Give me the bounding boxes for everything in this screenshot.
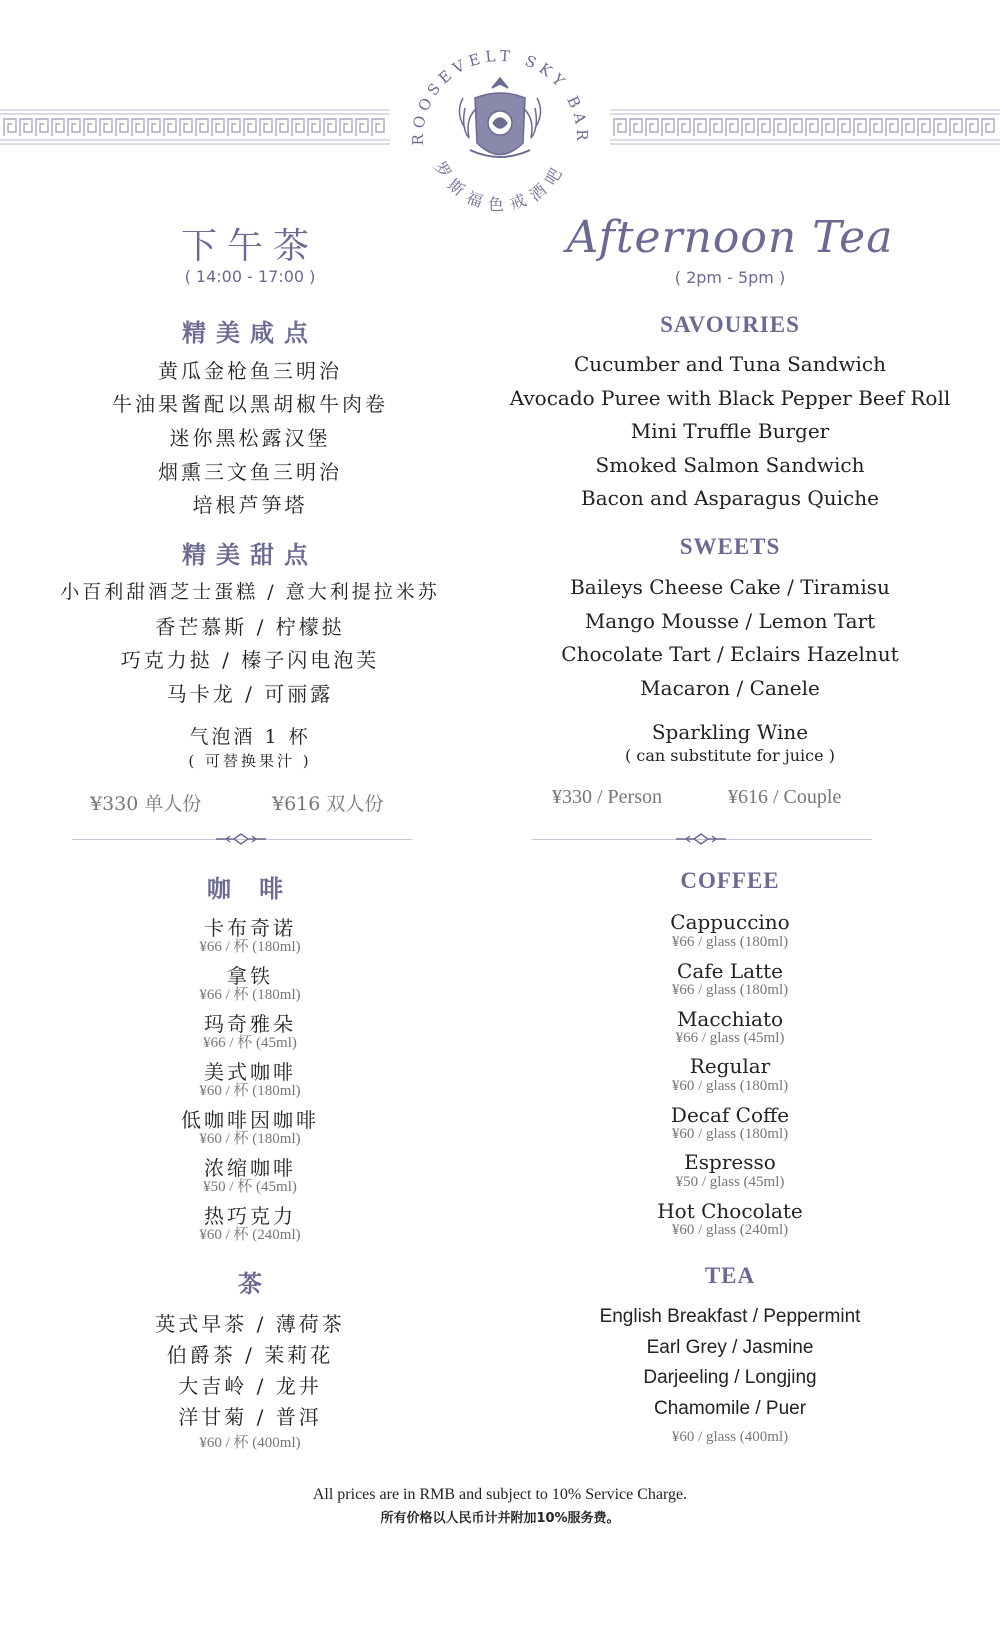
coffee-heading-zh: 咖 啡 (206, 874, 294, 903)
savoury-item-en: Mini Truffle Burger (630, 419, 830, 443)
afternoon-tea-title-zh: 下午茶 (180, 226, 319, 267)
tea-item-en: English Breakfast / Peppermint (599, 1306, 861, 1327)
coffee-price-zh: ¥60 / 杯 (240ml) (199, 1227, 301, 1243)
tea-item-en: Darjeeling / Longjing (643, 1367, 817, 1388)
coffee-price-en: ¥50 / glass (45ml) (675, 1174, 785, 1190)
savoury-item-zh: 迷你黑松露汉堡 (169, 426, 331, 450)
sweets-heading-en: SWEETS (679, 534, 781, 559)
tea-heading-zh: 茶 (238, 1269, 262, 1298)
sweet-item-zh: 香芒慕斯 / 柠檬挞 (155, 615, 345, 639)
coffee-price-en: ¥66 / glass (45ml) (675, 1030, 785, 1046)
savoury-item-zh: 黄瓜金枪鱼三明治 (158, 359, 342, 383)
coffee-item-zh: 浓缩咖啡 (204, 1156, 296, 1180)
savoury-item-zh: 培根芦笋塔 (192, 493, 308, 517)
savoury-item-zh: 牛油果酱配以黑胡椒牛肉卷 (112, 392, 388, 416)
tea-item-zh: 大吉岭 / 龙井 (178, 1374, 322, 1398)
sweet-item-zh: 小百利甜酒芝士蛋糕 / 意大利提拉米苏 (60, 581, 440, 603)
coffee-item-en: Hot Chocolate (657, 1199, 803, 1223)
savouries-heading-en: SAVOURIES (660, 312, 800, 337)
coffee-item-zh: 拿铁 (227, 964, 273, 988)
sweet-item-zh: 巧克力挞 / 榛子闪电泡芙 (120, 648, 380, 672)
afternoon-tea-hours-zh: ( 14:00 - 17:00 ) (184, 267, 316, 286)
coffee-price-zh: ¥66 / 杯 (180ml) (199, 987, 301, 1003)
coffee-price-zh: ¥60 / 杯 (180ml) (199, 1083, 301, 1099)
tea-item-en: Earl Grey / Jasmine (646, 1337, 814, 1358)
savouries-heading-zh: 精美咸点 (182, 318, 318, 347)
coffee-price-en: ¥60 / glass (180ml) (671, 1126, 789, 1142)
coffee-item-en: Espresso (684, 1150, 776, 1174)
sparkling-wine-en: Sparkling Wine (651, 720, 809, 744)
coffee-item-en: Regular (689, 1054, 771, 1078)
svg-text:ROOSEVELT SKY BAR: ROOSEVELT SKY BAR (408, 46, 592, 146)
tea-price-zh: ¥60 / 杯 (400ml) (199, 1435, 301, 1451)
sweet-item-en: Chocolate Tart / Eclairs Hazelnut (561, 642, 899, 666)
sweet-item-en: Mango Mousse / Lemon Tart (584, 609, 876, 633)
coffee-price-en: ¥60 / glass (180ml) (671, 1078, 789, 1094)
coffee-price-zh: ¥60 / 杯 (180ml) (199, 1131, 301, 1147)
tea-price-en: ¥60 / glass (400ml) (671, 1429, 789, 1445)
savoury-item-en: Smoked Salmon Sandwich (595, 453, 865, 477)
coffee-price-zh: ¥66 / 杯 (180ml) (199, 939, 301, 955)
savoury-item-en: Avocado Puree with Black Pepper Beef Roll (509, 386, 951, 410)
coffee-item-zh: 热巧克力 (204, 1204, 296, 1228)
coffee-item-en: Decaf Coffe (670, 1103, 790, 1127)
sweet-item-en: Macaron / Canele (640, 676, 820, 700)
sparkling-wine-note-en: ( can substitute for juice ) (625, 746, 835, 765)
price-couple-zh: ¥616 双人份 (272, 793, 384, 815)
tea-item-en: Chamomile / Puer (653, 1398, 807, 1419)
price-single-en: ¥330 / Person (552, 786, 662, 808)
coffee-item-zh: 卡布奇诺 (204, 916, 296, 940)
tea-heading-en: TEA (704, 1263, 756, 1288)
coffee-item-en: Cafe Latte (677, 959, 783, 983)
savoury-item-en: Cucumber and Tuna Sandwich (573, 352, 887, 376)
sweet-item-en: Baileys Cheese Cake / Tiramisu (570, 575, 890, 599)
tea-item-zh: 伯爵茶 / 茉莉花 (166, 1343, 334, 1367)
coffee-item-en: Macchiato (676, 1007, 784, 1031)
footer-note-zh: 所有价格以人民币计并附加10%服务费。 (380, 1511, 620, 1526)
sweets-heading-zh: 精美甜点 (182, 540, 318, 569)
tea-item-zh: 洋甘菊 / 普洱 (178, 1405, 322, 1429)
footer-note-en: All prices are in RMB and subject to 10% Service Charge. (312, 1486, 688, 1503)
coffee-item-en: Cappuccino (670, 910, 790, 934)
price-single-zh: ¥330 单人份 (90, 793, 202, 815)
coffee-price-en: ¥66 / glass (180ml) (671, 982, 789, 998)
savoury-item-zh: 烟熏三文鱼三明治 (158, 460, 342, 484)
coffee-price-en: ¥60 / glass (240ml) (671, 1222, 789, 1238)
afternoon-tea-title-en: Afternoon Tea (566, 212, 894, 263)
coffee-heading-en: COFFEE (680, 868, 780, 893)
sparkling-wine-note-zh: ( 可替换果汁 ) (188, 752, 312, 770)
coffee-item-zh: 低咖啡因咖啡 (181, 1108, 319, 1132)
sparkling-wine-zh: 气泡酒 1 杯 (189, 726, 311, 748)
svg-text:罗斯福色戒酒吧: 罗斯福色戒酒吧 (430, 158, 570, 215)
coffee-item-zh: 玛奇雅朵 (204, 1012, 296, 1036)
price-couple-en: ¥616 / Couple (728, 786, 842, 808)
sweet-item-zh: 马卡龙 / 可丽露 (166, 682, 334, 706)
coffee-item-zh: 美式咖啡 (204, 1060, 296, 1084)
coffee-price-en: ¥66 / glass (180ml) (671, 934, 789, 950)
tea-item-zh: 英式早茶 / 薄荷茶 (155, 1312, 345, 1336)
coffee-price-zh: ¥66 / 杯 (45ml) (203, 1035, 297, 1051)
savoury-item-en: Bacon and Asparagus Quiche (581, 486, 879, 510)
coffee-price-zh: ¥50 / 杯 (45ml) (203, 1179, 297, 1195)
afternoon-tea-hours-en: ( 2pm - 5pm ) (674, 268, 786, 287)
